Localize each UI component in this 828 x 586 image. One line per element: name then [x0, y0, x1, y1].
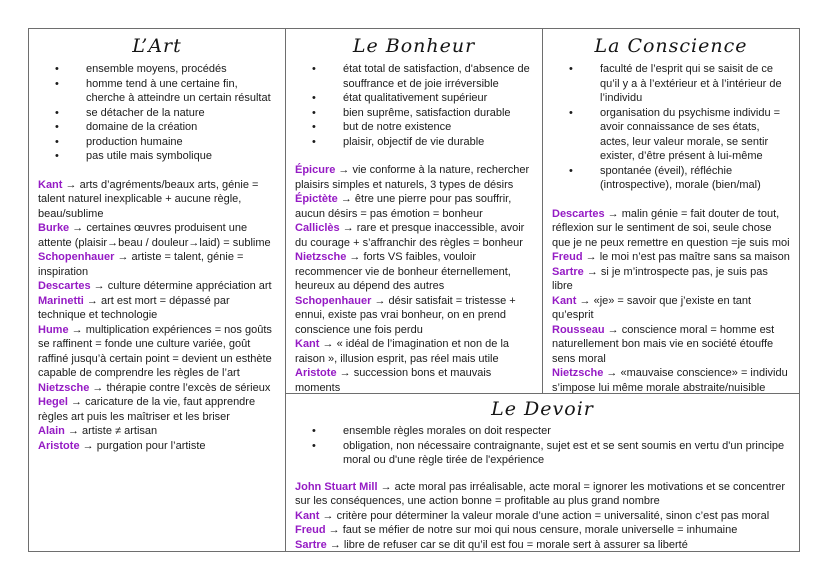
arrow-icon: → — [349, 251, 361, 264]
bullet-icon: • — [312, 425, 316, 437]
arrow-icon: → — [117, 251, 129, 264]
bullet-list-bonheur — [295, 62, 533, 149]
entry-text: artiste ≠ artisan — [82, 425, 158, 438]
bullet-text: domaine de la création — [86, 121, 198, 134]
bullet-icon: • — [569, 164, 573, 177]
bullet-item — [295, 91, 533, 106]
bullet-icon: • — [312, 121, 316, 134]
entry-text: faut se méfier de notre sur moi qui nous censure, morale universelle = inhumaine — [342, 524, 738, 537]
entry-row — [38, 294, 276, 323]
bullet-item — [295, 424, 790, 439]
entry-list-art — [38, 178, 276, 454]
section-devoir — [286, 394, 799, 551]
arrow-icon: → — [67, 425, 79, 438]
arrow-icon: → — [586, 265, 598, 278]
entry-text: certaines œuvres produisent une attente (plaisir→beau / douleur→laid) = sublime — [38, 222, 271, 249]
bullet-icon: • — [312, 439, 316, 452]
bullet-list-devoir — [295, 424, 790, 468]
arrow-icon: → — [585, 251, 597, 264]
entry-text: acte moral pas irréalisable, acte moral = ignorer les motivations et se concentrer sur les conséquences, une action bonne = profitable au plus grand nombre — [295, 480, 785, 508]
section-art-title: L’Art — [132, 35, 182, 57]
entry-text: arts d’agréments/beaux arts, génie = talent naturel inexplicable + aucune règle, beau/sublime — [38, 178, 259, 220]
bullet-text: pas utile mais symbolique — [86, 150, 212, 163]
arrow-icon: → — [322, 338, 334, 351]
entry-row — [552, 250, 790, 265]
philosopher-name: Aristote — [38, 439, 80, 452]
bullet-text: plaisir, objectif de vie durable — [343, 135, 485, 148]
philosopher-name: Nietzsche — [38, 381, 90, 394]
arrow-icon: → — [607, 323, 619, 336]
entry-row — [295, 163, 533, 192]
entry-text: être une pierre pour pas souffrir, aucun désirs = pas émotion = bonheur — [295, 193, 512, 220]
philosopher-name: Aristote — [295, 367, 337, 380]
philosopher-name: Hegel — [38, 396, 68, 409]
entry-text: art est mort = dépassé par technique et technologie — [38, 294, 230, 322]
entry-row — [552, 323, 790, 367]
philosopher-name: Descartes — [38, 280, 91, 293]
entry-row — [38, 323, 276, 381]
entry-row — [38, 381, 276, 396]
bullet-icon: • — [312, 106, 316, 119]
entry-text: libre de refuser car se dit qu’il est fou = morale sert à assurer sa liberté — [343, 538, 688, 551]
entry-text: forts VS faibles, vouloir recommencer vie de bonheur éternellement, heureux au dépend des autres — [295, 251, 511, 293]
bullet-icon: • — [55, 63, 59, 75]
bullet-text: état qualitativement supérieur — [343, 92, 488, 105]
entry-text: succession bons et mauvais moments — [295, 367, 492, 394]
entry-row — [295, 294, 533, 338]
philosopher-name: John Stuart Mill — [295, 480, 378, 493]
philosopher-name: Hume — [38, 323, 69, 336]
arrow-icon: → — [93, 280, 105, 293]
philosopher-name: Calliclès — [295, 222, 340, 235]
entry-text: « idéal de l’imagination et non de la raison », illusion esprit, pas réel mais utile — [295, 338, 510, 365]
arrow-icon: → — [380, 480, 392, 493]
arrow-icon: → — [374, 294, 386, 307]
philosopher-name: Marinetti — [38, 294, 84, 307]
entry-text: rare et presque inaccessible, avoir du courage + s’affranchir des règles = bonheur — [295, 222, 525, 249]
philosopher-name: Rousseau — [552, 323, 605, 336]
section-bonheur — [286, 29, 543, 394]
bullet-icon: • — [55, 135, 59, 148]
bullet-text: homme tend à une certaine fin, cherche à atteindre un certain résultat — [86, 77, 271, 105]
entry-row — [552, 294, 790, 323]
section-conscience-title: La Conscience — [594, 35, 748, 57]
bullet-item — [38, 62, 276, 77]
entry-text: critère pour déterminer la valeur morale d’une action = universalité, sinon c’est pas moral — [336, 509, 770, 522]
entry-text: multiplication expériences = nos goûts se raffinent = fonde une culture variée, goût raffiné jusqu’à certain point = devient un esthète capable de comprendre les règles de l’art — [38, 323, 272, 380]
philosopher-name: Kant — [38, 178, 63, 191]
philosopher-name: Sartre — [552, 265, 584, 278]
bullet-text: production humaine — [86, 135, 183, 148]
bullet-icon: • — [569, 63, 573, 75]
philosopher-name: Freud — [552, 251, 583, 264]
section-art — [29, 29, 286, 551]
bullet-text: se détacher de la nature — [86, 106, 205, 119]
entry-row — [38, 279, 276, 294]
entry-row — [295, 538, 790, 551]
entry-row — [38, 439, 276, 454]
entry-text: «je» = savoir que j’existe en tant qu’esprit — [552, 294, 752, 322]
philosopher-name: Schopenhauer — [295, 294, 372, 307]
philosopher-name: Nietzsche — [552, 367, 604, 380]
arrow-icon: → — [71, 323, 83, 336]
entry-row — [295, 192, 533, 221]
bullet-list-art — [38, 62, 276, 164]
bullet-item — [552, 106, 790, 164]
section-conscience — [543, 29, 799, 394]
bullet-text: spontanée (éveil), réfléchie (introspective), morale (bien/mal) — [600, 164, 761, 192]
entry-text: caricature de la vie, faut apprendre règles art puis les maîtriser et les briser — [38, 396, 256, 423]
entry-row — [295, 509, 790, 524]
philosopher-name: Alain — [38, 425, 65, 438]
entry-text: malin génie = fait douter de tout, réflexion sur le sentiment de soi, seule chose que je ne peux remettre en question =je suis moi — [552, 207, 790, 249]
arrow-icon: → — [607, 207, 619, 220]
bullet-icon: • — [569, 106, 573, 119]
bullet-icon: • — [312, 63, 316, 75]
philosopher-name: Burke — [38, 222, 70, 235]
bullet-icon: • — [312, 135, 316, 148]
arrow-icon: → — [72, 222, 84, 235]
philosopher-name: Sartre — [295, 538, 327, 551]
entry-row — [38, 221, 276, 250]
entry-list-conscience — [552, 207, 790, 394]
entry-row — [552, 366, 790, 394]
philosopher-name: Schopenhauer — [38, 251, 115, 264]
arrow-icon: → — [329, 538, 341, 551]
arrow-icon: → — [71, 396, 83, 409]
bullet-text: ensemble règles morales on doit respecter — [343, 425, 551, 437]
bullet-item — [38, 120, 276, 135]
arrow-icon: → — [65, 178, 77, 191]
entry-row — [38, 250, 276, 279]
entry-row — [295, 480, 790, 509]
bullet-item — [38, 149, 276, 164]
arrow-icon: → — [606, 367, 618, 380]
arrow-icon: → — [92, 381, 104, 394]
arrow-icon: → — [579, 294, 591, 307]
bullet-item — [38, 77, 276, 106]
bullet-list-conscience — [552, 62, 790, 193]
entry-list-devoir — [295, 480, 790, 551]
entry-row — [552, 207, 790, 251]
entry-row — [38, 395, 276, 424]
philosopher-name: Épicure — [295, 164, 336, 177]
notes-table — [28, 28, 800, 552]
entry-text: artiste = talent, génie = inspiration — [38, 251, 244, 278]
philosopher-name: Kant — [552, 294, 577, 307]
entry-text: «mauvaise conscience» = individu s’impose lui même morale abstraite/nuisible — [552, 367, 788, 394]
bullet-icon: • — [312, 92, 316, 105]
bullet-item — [38, 135, 276, 150]
entry-text: désir satisfait = tristesse + ennui, existe pas vrai bonheur, on en prend conscience une fois perdu — [295, 294, 516, 336]
entry-row — [295, 337, 533, 366]
bullet-text: obligation, non nécessaire contraignante, sujet est et se sent soumis en vertu d'un principe moral ou d'une règle tirée de l'expérience — [343, 439, 785, 467]
bullet-item — [552, 164, 790, 193]
entry-text: purgation pour l’artiste — [96, 439, 206, 452]
bullet-icon: • — [55, 121, 59, 134]
entry-row — [295, 366, 533, 394]
bullet-item — [295, 62, 533, 91]
arrow-icon: → — [339, 367, 351, 380]
philosopher-name: Freud — [295, 524, 326, 537]
arrow-icon: → — [338, 164, 350, 177]
bullet-text: bien suprême, satisfaction durable — [343, 106, 511, 119]
arrow-icon: → — [82, 439, 94, 452]
entry-text: si je m’introspecte pas, je suis pas libre — [552, 265, 768, 293]
bullet-icon: • — [55, 150, 59, 163]
bullet-icon: • — [55, 77, 59, 90]
bullet-text: état total de satisfaction, d'absence de souffrance et de joie irréversible — [343, 63, 530, 90]
entry-row — [38, 178, 276, 222]
arrow-icon: → — [86, 294, 98, 307]
philosopher-name: Descartes — [552, 207, 605, 220]
section-bonheur-title: Le Bonheur — [352, 35, 476, 57]
entry-row — [295, 250, 533, 294]
entry-text: le moi n’est pas maître sans sa maison — [599, 251, 790, 264]
bullet-text: faculté de l’esprit qui se saisit de ce qu’il y a à l’extérieur et à l’intérieur de l’individu — [600, 63, 782, 105]
entry-row — [295, 221, 533, 250]
bullet-text: ensemble moyens, procédés — [86, 63, 227, 75]
arrow-icon: → — [328, 524, 340, 537]
entry-text: thérapie contre l’excès de sérieux — [106, 381, 271, 394]
entry-row — [295, 523, 790, 538]
entry-row — [38, 424, 276, 439]
bullet-icon: • — [55, 106, 59, 119]
section-devoir-title: Le Devoir — [491, 398, 594, 420]
entry-text: vie conforme à la nature, rechercher plaisirs simples et naturels, 3 types de désirs — [295, 164, 530, 191]
bullet-item — [552, 62, 790, 106]
entry-row — [552, 265, 790, 294]
bullet-text: organisation du psychisme individu = avoir connaissance de ses états, actes, leur valeur morale, se sentir exister, d’être présent à lui-même — [600, 106, 781, 163]
arrow-icon: → — [322, 509, 334, 522]
philosopher-name: Kant — [295, 509, 320, 522]
arrow-icon: → — [342, 222, 354, 235]
bullet-item — [295, 106, 533, 121]
bullet-item — [295, 135, 533, 150]
bullet-item — [295, 120, 533, 135]
entry-list-bonheur — [295, 163, 533, 394]
bullet-item — [38, 106, 276, 121]
arrow-icon: → — [340, 193, 352, 206]
bullet-text: but de notre existence — [343, 121, 452, 134]
philosopher-name: Nietzsche — [295, 251, 347, 264]
entry-text: culture détermine appréciation art — [107, 280, 272, 293]
philosopher-name: Kant — [295, 338, 320, 351]
philosopher-name: Épictète — [295, 193, 338, 206]
entry-text: conscience moral = homme est naturellement bon mais vie en société étouffe sens moral — [552, 323, 775, 365]
bullet-item — [295, 439, 790, 468]
